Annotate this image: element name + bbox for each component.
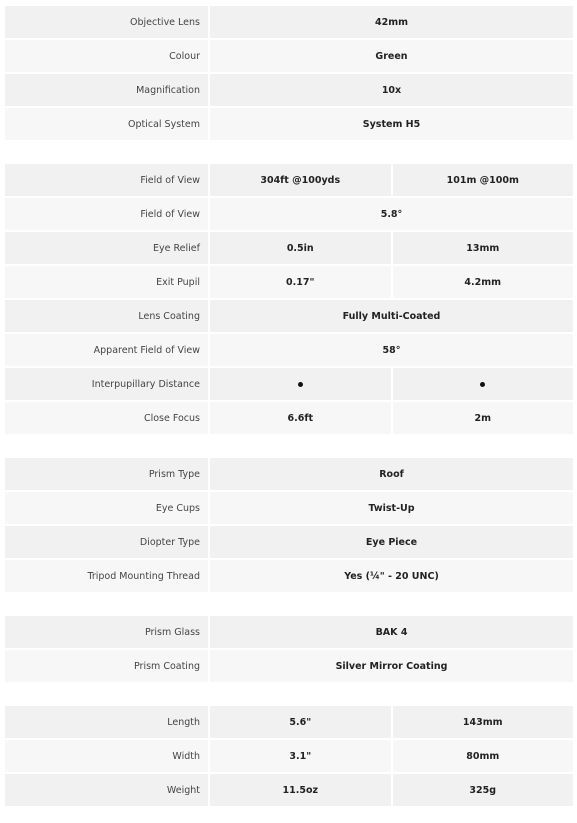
spec-label: Width (5, 740, 208, 772)
spec-group (5, 458, 573, 592)
spec-row (5, 368, 573, 400)
spec-row (5, 6, 573, 38)
spec-value: 2m (393, 402, 574, 434)
spec-row (5, 74, 573, 106)
spec-row (5, 266, 573, 298)
spec-value: 6.6ft (210, 402, 391, 434)
spec-value: 10x (210, 74, 573, 106)
spec-label: Close Focus (5, 402, 208, 434)
spec-row (5, 616, 573, 648)
spec-row (5, 300, 573, 332)
spec-value: 13mm (393, 232, 574, 264)
spec-row (5, 334, 573, 366)
spec-value: 11.5oz (210, 774, 391, 806)
spec-row (5, 560, 573, 592)
spec-label: Prism Coating (5, 650, 208, 682)
spec-row (5, 108, 573, 140)
spec-row (5, 706, 573, 738)
bullet-icon (298, 382, 303, 387)
spec-row (5, 402, 573, 434)
spec-value: Green (210, 40, 573, 72)
spec-label: Eye Relief (5, 232, 208, 264)
spec-label: Eye Cups (5, 492, 208, 524)
spec-value: BAK 4 (210, 616, 573, 648)
spec-row (5, 232, 573, 264)
spec-row (5, 774, 573, 806)
spec-label: Prism Glass (5, 616, 208, 648)
spec-value: 0.5in (210, 232, 391, 264)
spec-value: 5.8° (210, 198, 573, 230)
spec-value: Fully Multi-Coated (210, 300, 573, 332)
spec-group (5, 6, 573, 140)
spec-label: Magnification (5, 74, 208, 106)
spec-value (210, 368, 391, 400)
spec-row (5, 164, 573, 196)
spec-label: Weight (5, 774, 208, 806)
spec-label: Apparent Field of View (5, 334, 208, 366)
spec-label: Objective Lens (5, 6, 208, 38)
spec-label: Field of View (5, 198, 208, 230)
spec-group (5, 706, 573, 806)
bullet-icon (480, 382, 485, 387)
spec-label: Optical System (5, 108, 208, 140)
spec-label: Tripod Mounting Thread (5, 560, 208, 592)
spec-row (5, 458, 573, 490)
spec-value: 325g (393, 774, 574, 806)
spec-value: 143mm (393, 706, 574, 738)
spec-row (5, 492, 573, 524)
spec-value: 4.2mm (393, 266, 574, 298)
spec-row (5, 198, 573, 230)
spec-label: Length (5, 706, 208, 738)
spec-value: 101m @100m (393, 164, 574, 196)
spec-value: 304ft @100yds (210, 164, 391, 196)
spec-value: Twist-Up (210, 492, 573, 524)
spec-value: 80mm (393, 740, 574, 772)
spec-value: Eye Piece (210, 526, 573, 558)
spec-value: Roof (210, 458, 573, 490)
spec-group (5, 164, 573, 434)
spec-value: 58° (210, 334, 573, 366)
spec-value: Silver Mirror Coating (210, 650, 573, 682)
spec-row (5, 740, 573, 772)
spec-row (5, 650, 573, 682)
spec-value: Yes (¼" - 20 UNC) (210, 560, 573, 592)
spec-label: Colour (5, 40, 208, 72)
spec-row (5, 526, 573, 558)
spec-label: Exit Pupil (5, 266, 208, 298)
spec-value: 5.6" (210, 706, 391, 738)
spec-group (5, 616, 573, 682)
spec-value (393, 368, 574, 400)
spec-value: System H5 (210, 108, 573, 140)
spec-label: Interpupillary Distance (5, 368, 208, 400)
spec-value: 42mm (210, 6, 573, 38)
spec-label: Prism Type (5, 458, 208, 490)
spec-value: 0.17" (210, 266, 391, 298)
spec-label: Diopter Type (5, 526, 208, 558)
spec-label: Lens Coating (5, 300, 208, 332)
spec-row (5, 40, 573, 72)
spec-label: Field of View (5, 164, 208, 196)
spec-value: 3.1" (210, 740, 391, 772)
